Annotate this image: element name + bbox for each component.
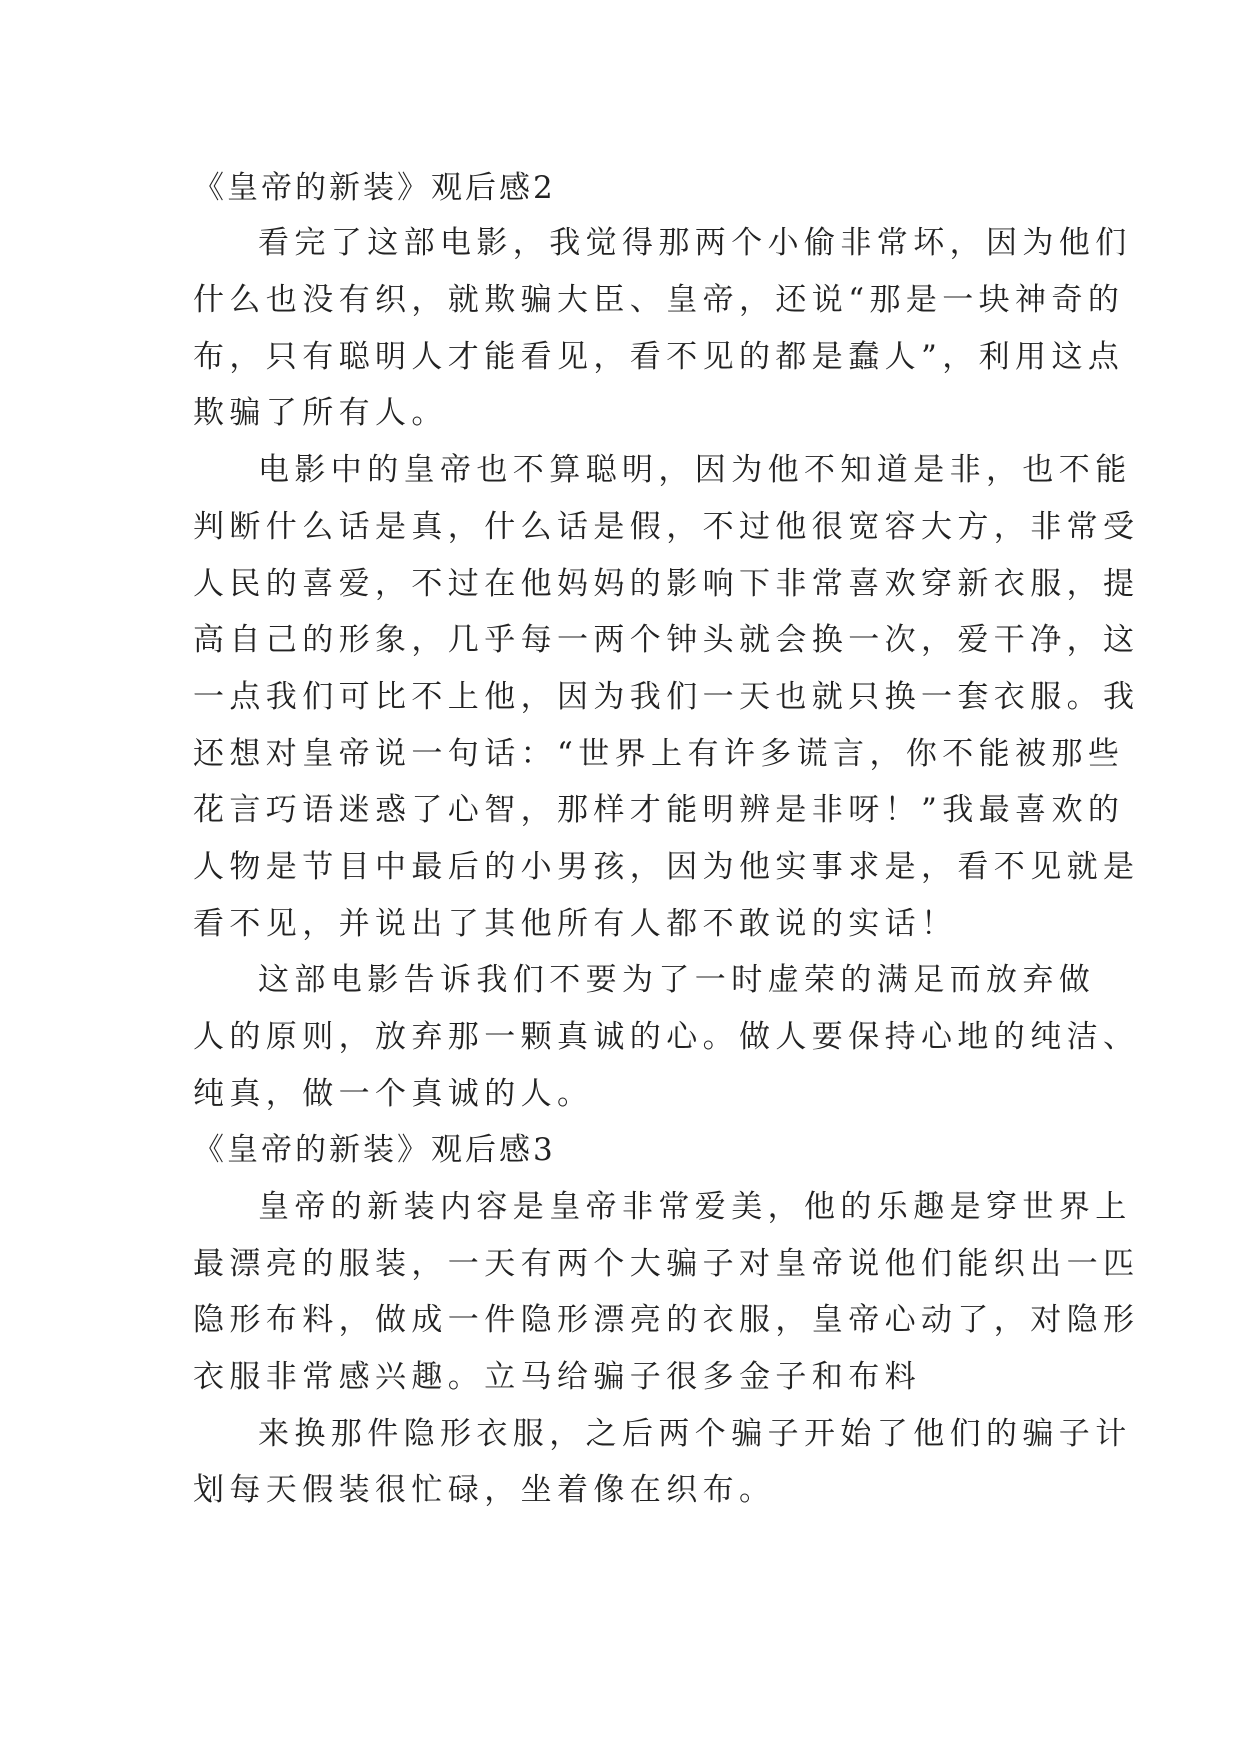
- paragraph-line: 看不见，并说出了其他所有人都不敢说的实话！: [193, 906, 958, 942]
- paragraph-line: 电影中的皇帝也不算聪明，因为他不知道是非，也不能: [258, 452, 1132, 488]
- paragraph-line: 皇帝的新装内容是皇帝非常爱美，他的乐趣是穿世界上: [258, 1189, 1132, 1225]
- paragraph-line: 纯真，做一个真诚的人。: [193, 1076, 594, 1112]
- paragraph-line: 这部电影告诉我们不要为了一时虚荣的满足而放弃做: [258, 962, 1096, 998]
- paragraph-line: 来换那件隐形衣服，之后两个骗子开始了他们的骗子计: [258, 1416, 1132, 1452]
- paragraph-line: 什么也没有织，就欺骗大臣、皇帝，还说“那是一块神奇的: [193, 282, 1125, 318]
- paragraph-line: 高自己的形象，几乎每一两个钟头就会换一次，爱干净，这: [193, 622, 1140, 658]
- paragraph-line: 布，只有聪明人才能看见，看不见的都是蠢人”，利用这点: [193, 339, 1125, 375]
- paragraph-line: 人物是节目中最后的小男孩，因为他实事求是，看不见就是: [193, 849, 1140, 885]
- paragraph-line: 花言巧语迷惑了心智，那样才能明辨是非呀！”我最喜欢的: [193, 792, 1125, 828]
- paragraph-line: 看完了这部电影，我觉得那两个小偷非常坏，因为他们: [258, 225, 1132, 261]
- paragraph-line: 一点我们可比不上他，因为我们一天也就只换一套衣服。我: [193, 679, 1140, 715]
- paragraph-line: 判断什么话是真，什么话是假，不过他很宽容大方，非常受: [193, 509, 1140, 545]
- paragraph-line: 最漂亮的服装，一天有两个大骗子对皇帝说他们能织出一匹: [193, 1246, 1140, 1282]
- paragraph-line: 隐形布料，做成一件隐形漂亮的衣服，皇帝心动了，对隐形: [193, 1302, 1140, 1338]
- paragraph-line: 欺骗了所有人。: [193, 395, 448, 431]
- paragraph-line: 人的原则，放弃那一颗真诚的心。做人要保持心地的纯洁、: [193, 1019, 1140, 1055]
- section-heading: 《皇帝的新装》观后感3: [193, 1132, 556, 1168]
- section-heading: 《皇帝的新装》观后感2: [193, 170, 556, 206]
- paragraph-line: 人民的喜爱，不过在他妈妈的影响下非常喜欢穿新衣服，提: [193, 566, 1140, 602]
- paragraph-line: 衣服非常感兴趣。立马给骗子很多金子和布料: [193, 1359, 921, 1395]
- paragraph-line: 还想对皇帝说一句话：“世界上有许多谎言，你不能被那些: [193, 736, 1125, 772]
- paragraph-line: 划每天假装很忙碌，坐着像在织布。: [193, 1472, 776, 1508]
